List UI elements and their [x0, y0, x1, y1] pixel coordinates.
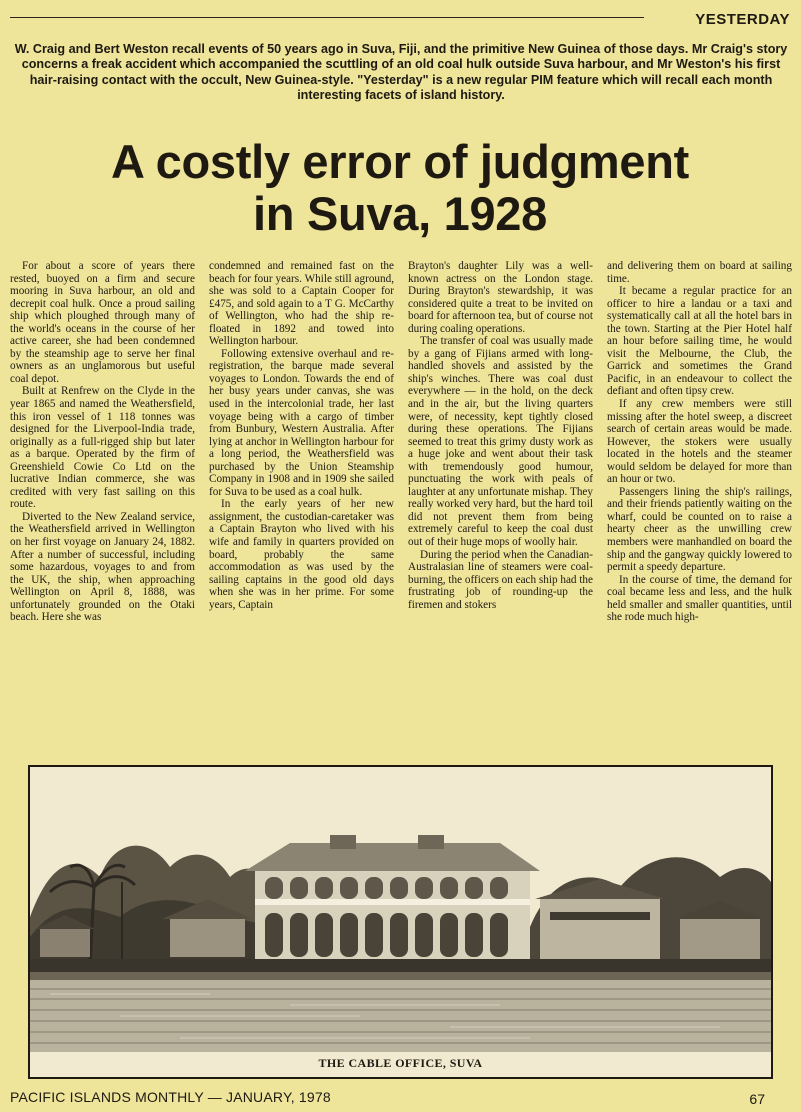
article-column-1 — [10, 260, 195, 752]
paragraph: Built at Renfrew on the Clyde in the year 1865 and named the Weathersfield, this iron vessel of 1 118 tonnes was designed for the Liverpool-India trade, originally as a full-rigged ship but later as a barque. Operated by the firm of Greenshield Cowie Co Ltd on the lucrative Indian commerce, she was credited with very fast sailing on this route. — [10, 385, 195, 511]
paragraph: Diverted to the New Zealand service, the Weathersfield arrived in Wellington on her first voyage on January 24, 1882. After a number of successful, including some hazardous, voyages to and from the UK, the ship, when approaching Wellington on April 8, 1888, was unfortunately grounded on the Otaki beach. Here she was — [10, 510, 195, 624]
footer-page-number: 67 — [749, 1091, 765, 1107]
photo-caption: THE CABLE OFFICE, SUVA — [318, 1056, 483, 1070]
paragraph: In the course of time, the demand for coal became less and less, and the hulk held smaller and smaller quantities, until she rode much high- — [607, 573, 792, 624]
paragraph: For about a score of years there rested, buoyed on a firm and secure mooring in Suva harbour, an old and decrepit coal hulk. Once a proud sailing ship which ploughed through many of the world's oceans in the course of her active career, she had been condemned by the steamship age to serve her final owners as an unglamorous but useful coal depot. — [10, 260, 195, 385]
paragraph: In the early years of her new assignment, the custodian-caretaker was a Captain Brayton who lived with his wife and family in quarters provided on board, probably the same accommodation as was used by the sailing captains in the good old days when she was in her prime. For some years, Captain — [209, 498, 394, 611]
paragraph: During the period when the Canadian-Australasian line of steamers were coal-burning, the officers on each ship had the frustrating job of rounding-up the firemen and stokers — [408, 548, 593, 611]
article-column-3 — [408, 260, 593, 752]
paragraph: If any crew members were still missing after the hotel sweep, a discreet search of certain areas would be made. However, the stokers were usually located in the hotels and the steamer would seldom be delayed for more than an hour or two. — [607, 398, 792, 486]
paragraph: It became a regular practice for an officer to hire a landau or a taxi and systematically call at all the hotel bars in the town. Starting at the Pier Hotel half an hour before sailing time, he would visit the Melbourne, the Club, the Garrick and sometimes the Grand Pacific, in an endeavour to collect the defiant and often tipsy crew. — [607, 285, 792, 398]
article-body — [10, 260, 792, 752]
paragraph: The transfer of coal was usually made by a gang of Fijians armed with long-handled shovels and assisted by the ship's winches. There was coal dust everywhere — in the hold, on the deck and in the air, but the living quarters were, of necessity, kept tightly closed during these operations. The Fijians seemed to treat this grimy dusty work as a huge joke and went about their task with tremendously good humour, punctuating the work with peals of laughter at any unfortunate mishap. They really worked very hard, but the hard toil did not prevent them from being extremely careful to keep the coal dust out of their huge mops of woolly hair. — [408, 335, 593, 549]
intro-standfirst: W. Craig and Bert Weston recall events of 50 years ago in Suva, Fiji, and the primitive New Guinea of those days. Mr Craig's story concerns a freak accident which accompanied the scuttling of an old coal hulk outside Suva harbour, and Mr Weston's his first hair-raising contact with the occult, New Guinea-style. "Yesterday" is a new regular PIM feature which will recall each month interesting facets of island history. — [14, 42, 788, 102]
cable-office-photo-illustration — [30, 767, 771, 1077]
paragraph: Following extensive overhaul and re-registration, the barque made several voyages to London. Towards the end of her busy years under canvas, she was used in the intercolonial trade, her last voyage being with a cargo of timber from Bunbury, Western Australia. After lying at anchor in Wellington harbour for a long period, the Weathersfield was purchased by the Union Steamship Company in 1908 and in 1909 she sailed for Suva to be used as a coal hulk. — [209, 347, 394, 498]
header-rule — [10, 17, 644, 18]
cable-office-photo — [28, 765, 773, 1079]
article-column-2 — [209, 260, 394, 752]
footer-publication: PACIFIC ISLANDS MONTHLY — JANUARY, 1978 — [10, 1089, 331, 1105]
section-label: YESTERDAY — [695, 11, 790, 28]
paragraph: Passengers lining the ship's railings, and their friends patiently waiting on the wharf, could be counted on to raise a hearty cheer as the unwilling crew members were manhandled on board the ship and the gangway quickly lowered to permit a speedy departure. — [607, 485, 792, 574]
paragraph: condemned and remained fast on the beach for four years. While still aground, she was sold to a Captain Cooper for £475, and sold again to a T G. McCarthy of Wellington, who had the ship re-floated in 1892 and towed into Wellington harbour. — [209, 260, 394, 348]
headline-line-1: A costly error of judgment — [110, 135, 690, 188]
paragraph: Brayton's daughter Lily was a well-known actress on the London stage. During Brayton's stewardship, it was considered quite a treat to be invited on board for afternoon tea, but of course not during coaling operations. — [408, 260, 593, 335]
article-column-4 — [607, 260, 792, 752]
paragraph: and delivering them on board at sailing time. — [607, 260, 792, 285]
headline — [20, 136, 780, 240]
headline-line-2: in Suva, 1928 — [253, 187, 547, 240]
